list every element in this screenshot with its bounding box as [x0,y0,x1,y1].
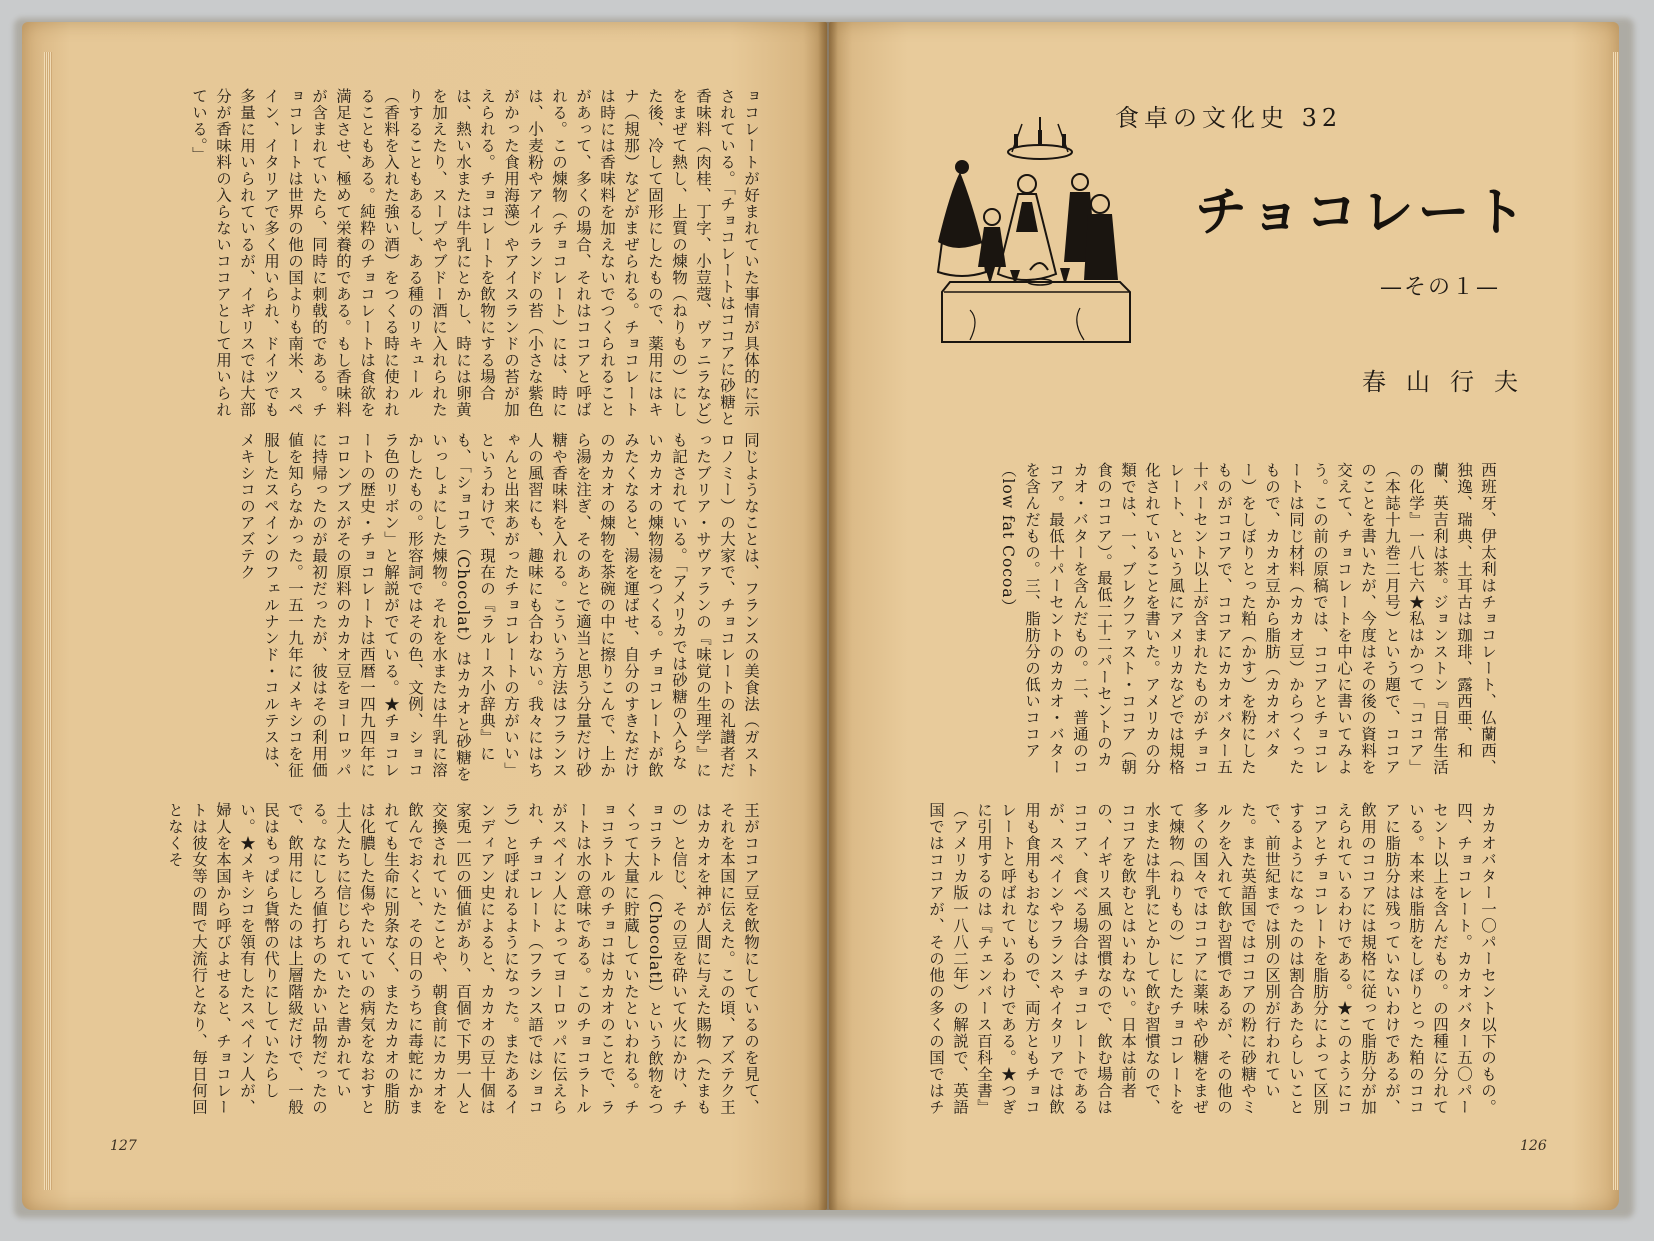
left-column-top [108,88,763,428]
right-column-middle [885,462,1500,784]
series-title: 食卓の文化史 32 [1115,104,1343,132]
right-page-number: 126 [1520,1138,1547,1154]
article-subtitle: —その１— [1380,275,1501,300]
article-title: チョコレート [1195,183,1530,243]
left-column-bottom-text: 王がココア豆を飲物にしているのを見て、それを本国に伝えた。この頃、アズテク王はカカオを神が人間に与えた賜物（たまもの）と信じ、その豆を砕いて火にかけ、チョコラトル（Chocolatl）という飲物をつくって大量に貯蔵していたといわれる。チョコラトルのチョコはカカオのことで、ラートは水の意味である。このチョコラトルがスペイン人によってヨーロッパに伝えられ、チョコレート（フランス語ではショコラ）と呼ばれるようになった。またあるインディアン史によると、カカオの豆十個は家兎一匹の価値があり、百個で下男一人と交換されていたことや、朝食前にカカオを飲んでおくと、その日のうちに毒蛇にかまれても生命に別条なく、またカカオの脂肪は化膿した傷やたいていの病気をなおすと土人たちに信じられていたと書かれている。なにしろ値打ちのたかい品物だったので、飲用にしたのは上層階級だけで、一般民はもっぱら貨幣の代りにしていたらしい。★メキシコを領有したスペイン人が、婦人を本国から呼びよせると、チョコレートは彼女等の間で大流行となり、毎日何回となくそ [166,802,760,1117]
left-column-middle-text: 同じようなことは、フランスの美食法（ガストロノミー）の大家で、チョコレートの礼讃者だったブリア・サヴァランの『味覚の生理学』にも記されている。「アメリカでは砂糖の入らないカカオの煉物湯をつくる。チョコレートが飲みたくなると、湯を運ばせ、自分のすきなだけのカカオの煉物を茶碗の中に擦りこんで、上から湯を注ぎ、そのあとで適当と思う分量だけ砂糖や香味料を入れる。こういう方法はフランス人の風習にも、趣味にも合わない。我々にはちゃんと出来あがったチョコレートの方がいい」というわけで、現在の『ラルース小辞典』にも、「ショコラ（Chocolat）はカカオと砂糖をいっしょにした煉物。それを水または牛乳に溶かしたもの。形容詞ではその色、文例、ショコラ色のリボン」と解説がでている。★チョコレートの歴史・チョコレートは西暦一四九四年にコロンブスがその原料のカカオ豆をヨーロッパに持帰ったのが最初だったが、彼はその利用価値を知らなかった。一五一九年にメキシコを征服したスペインのフェルナンド・コルテスは、メキシコのアズテク [238,432,760,783]
right-column-bottom-text: カカオバター一〇パーセント以下のもの。四、チョコレート。カカオバター五〇パーセント以上を含んだもの。の四種に分れている。本来は脂肪をしぼりとった粕のココアに脂肪分は残っていないわけであるが、飲用のココアには規格に従って脂肪分が加えられているわけである。★このようにココアとチョコレートを脂肪分によって区別するようになったのは割合あたらしいことで、前世紀までは別の区別が行われていた。また英語国ではココアの粉に砂糖やミルクを入れて飲む習慣であるが、その他の多くの国々ではココアに薬味や砂糖をまぜて煉物（ねりもの）にしたチョコレートを水または牛乳にとかして飲む習慣なので、ココアを飲むとはいわない。日本は前者の、イギリス風の習慣なので、飲む場合はココア、食べる場合はチョコレートであるが、スペインやフランスやイタリアでは飲用も食用もおなじもので、両方ともチョコレートと呼ばれているわけである。★つぎに引用するのは『チェンバース百科全書』（アメリカ版一八八二年）の解説で、英語国ではココアが、その他の多くの国ではチ [927,802,1497,1116]
page-edge-left [44,52,52,1190]
left-column-middle [108,432,763,784]
book-gutter [818,22,838,1210]
author-name: 春山行夫 [1362,368,1538,396]
page-edge-right [1613,52,1619,1190]
right-column-middle-text: 西班牙、伊太利はチョコレート、仏蘭西、独逸、瑞典、土耳古は珈琲、露西亜、和蘭、英吉利は茶。ジョンストン『日常生活の化学』一八七六★私はかつて「ココア」（本誌十九巻二月号）という題で、ココアのことを書いたが、今度はその後の資料を交えて、チョコレートを中心に書いてみよう。この前の原稿では、ココアとチョコレートは同じ材料（カカオ豆）からつくったもので、カカオ豆から脂肪（カカオバター）をしぼりとった粕（かす）を粉にしたものがココアで、ココアにカカオバター五十パーセント以上が含まれたものがチョコレート、という風にアメリカなどでは規格化されていることを書いた。アメリカの分類では、一、ブレクファスト・ココア（朝食のココア）。最低二十二パーセントのカカオ・バターを含んだもの。二、普通のココア。最低十パーセントのカカオ・バターを含んだもの。三、脂肪分の低いココア（low fat Cocoa） [999,462,1497,776]
dining-scene-illustration [930,112,1145,370]
left-column-top-text: ョコレートが好まれていた事情が具体的に示されている。「チョコレートはココアに砂糖と香味料（肉桂、丁字、小荳蔻、ヴァニラなど）をまぜて熱し、上質の煉物（ねりもの）にした後、冷して固形にしたもので、薬用にはキナ（規那）などがまぜられる。チョコレートは時には香味料を加えないでつくられることがあって、多くの場合、それはココアと呼ばれる。この煉物（チョコレート）には、時には、小麦粉やアイルランドの苔（小さな紫色がかった食用海藻）やアイスランドの苔が加えられる。チョコレートを飲物にする場合は、熱い水または牛乳にとかし、時には卵黄を加えたり、スープやブドー酒に入れられたりすることもあるし、ある種のリキュール（香料を入れた強い酒）をつくる時に使われることもある。純粋のチョコレートは食欲を満足させ、極めて栄養的である。もし香味料が含まれていたら、同時に刺戟的である。チョコレートは世界の他の国よりも南米、スペイン、イタリアで多く用いられ、ドイツでも多量に用いられているが、イギリスでは大部分が香味料の入らないココアとして用いられている。」 [190,88,760,427]
right-column-bottom [885,802,1500,1122]
left-page-number: 127 [110,1138,137,1154]
left-column-bottom [108,802,763,1122]
